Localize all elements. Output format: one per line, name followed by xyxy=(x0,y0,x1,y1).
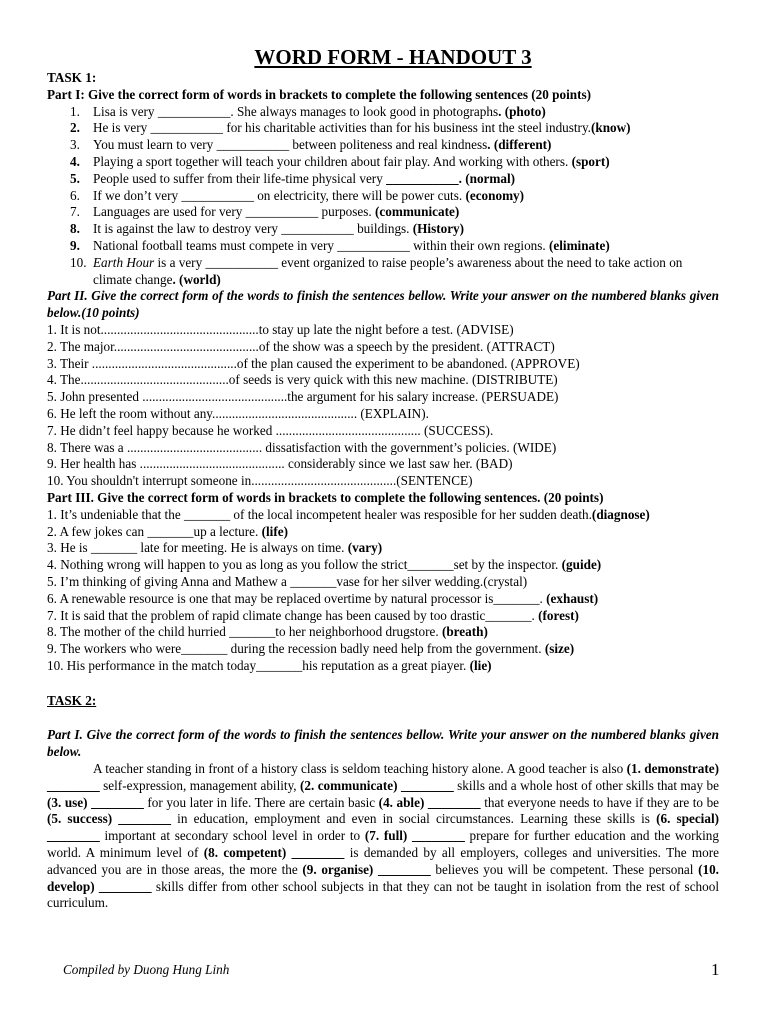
part1-item xyxy=(47,204,719,221)
paragraph-text: important at secondary school level in order to xyxy=(99,828,365,844)
part3-item xyxy=(47,591,719,608)
blank-keyword: (5. success) ________ xyxy=(47,811,172,827)
paragraph-text: skills differ from other school subjects in that they can not be taught in isolation from the rest of school curriculum. xyxy=(47,878,719,911)
paragraph-text: A teacher standing in front of a history class is seldom teaching history alone. A good teacher is also xyxy=(93,761,627,777)
part3-item xyxy=(47,574,719,591)
item-text: It is against the law to destroy very ___________ buildings. xyxy=(93,221,413,237)
item-number: 4. xyxy=(70,153,80,169)
item-number: 5. xyxy=(70,170,80,186)
item-keyword: (forest) xyxy=(538,607,579,623)
item-keyword: . (different) xyxy=(487,137,552,153)
blank-keyword: (4. able) ________ xyxy=(378,794,481,810)
page-number: 1 xyxy=(711,960,720,979)
item-keyword: (life) xyxy=(261,523,288,539)
item-emphasis: Earth Hour xyxy=(93,254,155,270)
part1-item xyxy=(47,238,719,255)
item-keyword: (communicate) xyxy=(375,204,460,220)
item-keyword: (size) xyxy=(544,641,575,657)
blank-keyword: (1. demonstrate) ________ xyxy=(47,761,719,793)
part3-item xyxy=(47,624,719,641)
part3-item xyxy=(47,658,719,675)
paragraph-text: for you later in life. There are certain basic xyxy=(143,794,379,810)
item-keyword: (exhaust) xyxy=(546,590,599,606)
part2-item: 9. Her health has ............................................ considerably since we last saw her. (BAD) xyxy=(47,456,513,472)
item-number: 8. xyxy=(70,221,80,237)
item-text: 2. A few jokes can _______up a lecture. xyxy=(47,523,262,539)
item-keyword: (breath) xyxy=(441,624,488,640)
part2-item: 2. The major............................................of the show was a speech by the president. (ATTRACT) xyxy=(47,338,555,354)
item-keyword: (History) xyxy=(412,221,465,237)
item-text: 3. He is _______ late for meeting. He is always on time. xyxy=(47,540,348,556)
part2-item: 3. Their ............................................of the plan caused the experiment to be abandoned. (APPROVE) xyxy=(47,355,580,371)
item-keyword: . (photo) xyxy=(498,103,546,119)
blank-keyword: (6. special) ________ xyxy=(47,811,720,844)
item-text: 1. It’s undeniable that the _______ of the local incompetent healer was resposible for her sudden death. xyxy=(47,506,592,522)
part2-item: 1. It is not................................................to stay up late the night before a test. (ADVISE) xyxy=(47,321,514,337)
blank-keyword: (8. competent) ________ xyxy=(203,845,345,861)
item-keyword: ___________. (normal) xyxy=(386,170,516,186)
part2-item: 7. He didn’t feel happy because he worked ............................................ (SUCCESS). xyxy=(47,422,494,438)
part2-item: 8. There was a ......................................... dissatisfaction with the government’s policies. (WIDE) xyxy=(47,439,557,455)
item-text: 4. Nothing wrong will happen to you as long as you follow the strict_______set by the inspector. xyxy=(47,557,562,573)
task2-label: TASK 2: xyxy=(47,692,97,708)
item-text: Lisa is very ___________. She always manages to look good in photographs xyxy=(93,103,499,119)
paragraph-text: believes you will be competent. These personal xyxy=(430,861,699,877)
item-text: You must learn to very ___________ between politeness and real kindness xyxy=(93,137,488,153)
part1-item xyxy=(47,137,719,154)
part2-item: 6. He left the room without any............................................ (EXPLAIN). xyxy=(47,405,429,421)
paragraph-text: prepare for further education and the working world. A minimum level of xyxy=(47,828,719,861)
part1-item xyxy=(47,221,719,238)
item-number: 7. xyxy=(70,204,80,220)
task2-part1-heading: Part I. Give the correct form of the words to finish the sentences bellow. Write your answer on the numbered blanks given below. xyxy=(47,727,719,760)
item-text: National football teams must compete in very ___________ within their own regions. xyxy=(93,237,549,253)
item-number: 10. xyxy=(70,254,87,270)
item-text: 9. The workers who were_______ during the recession badly need help from the government. xyxy=(47,641,545,657)
task1-part1-heading: Part I: Give the correct form of words in brackets to complete the following sentences (20 points) xyxy=(47,86,591,102)
paragraph-text: in education, employment and even in social circumstances. Learning these skills is xyxy=(171,811,657,827)
part1-item xyxy=(47,171,719,188)
item-number: 3. xyxy=(70,137,80,153)
item-number: 9. xyxy=(70,237,80,253)
item-number: 1. xyxy=(70,103,80,119)
blank-keyword: (10. develop) ________ xyxy=(47,861,719,894)
handout-page xyxy=(47,44,719,912)
item-keyword: (sport) xyxy=(571,153,610,169)
blank-keyword: (3. use) ________ xyxy=(47,794,144,810)
part1-item xyxy=(47,104,719,121)
part1-item xyxy=(47,154,719,171)
item-text: 6. A renewable resource is one that may be replaced overtime by natural processor is_______. xyxy=(47,590,547,606)
item-text: If we don’t very ___________ on electricity, there will be power cuts. xyxy=(93,187,466,203)
item-text: Playing a sport together will teach your children about fair play. And working with others. xyxy=(93,153,572,169)
item-text: is a very ___________ event organized to raise people’s awareness about the need to take action on climate change xyxy=(93,254,683,287)
item-number: 2. xyxy=(70,120,80,136)
item-keyword: (lie) xyxy=(469,657,492,673)
paragraph-text: is demanded by all employers, colleges and universities. The more advanced you are in those areas, the more the xyxy=(47,845,719,877)
part3-item xyxy=(47,524,719,541)
item-text: 5. I’m thinking of giving Anna and Mathew a _______vase for her silver wedding.(crystal) xyxy=(47,573,528,589)
item-number: 6. xyxy=(70,187,80,203)
part3-item xyxy=(47,557,719,574)
paragraph-text: self-expression, management ability, xyxy=(99,777,301,793)
part3-item xyxy=(47,507,719,524)
part2-item: 10. You shouldn't interrupt someone in............................................(SENTENCE) xyxy=(47,473,473,489)
item-keyword: (know) xyxy=(590,120,631,136)
item-text: 8. The mother of the child hurried _______to her neighborhood drugstore. xyxy=(47,624,442,640)
footer-credit: Compiled by Duong Hung Linh xyxy=(63,962,230,977)
item-keyword: (economy) xyxy=(465,187,525,203)
task1-part3-list xyxy=(47,507,719,675)
item-keyword: (eliminate) xyxy=(549,237,610,253)
part3-item xyxy=(47,608,719,625)
part3-item xyxy=(47,641,719,658)
item-text: He is very ___________ for his charitable activities than for his business int the steel industry. xyxy=(93,120,591,136)
task1-label: TASK 1: xyxy=(47,70,97,85)
task2-paragraph xyxy=(47,761,719,912)
part1-item xyxy=(47,188,719,205)
paragraph-text: that everyone needs to have if they are to be xyxy=(480,794,720,810)
task1-part1-list xyxy=(47,104,719,289)
item-keyword: (vary) xyxy=(347,540,383,556)
blank-keyword: (7. full) ________ xyxy=(364,828,465,844)
item-text: People used to suffer from their life-time physical very xyxy=(93,170,387,186)
blank-keyword: (2. communicate) ________ xyxy=(300,777,454,793)
part2-item: 4. The.............................................of seeds is very quick with this new machine. (DISTRIBUTE) xyxy=(47,372,558,388)
item-keyword: . (world) xyxy=(172,271,221,287)
page-title: WORD FORM - HANDOUT 3 xyxy=(254,45,532,69)
part1-item xyxy=(47,255,719,289)
item-keyword: (diagnose) xyxy=(591,506,650,522)
part1-item xyxy=(47,120,719,137)
blank-keyword: (9. organise) ________ xyxy=(302,861,431,877)
task1-part2-heading: Part II. Give the correct form of the words to finish the sentences bellow. Write your answer on the numbered blanks given below.(10 points) xyxy=(47,288,719,321)
item-text: Languages are used for very ___________ purposes. xyxy=(93,204,375,220)
part2-item: 5. John presented ............................................the argument for his salary increase. (PERSUADE) xyxy=(47,389,559,405)
part3-item xyxy=(47,540,719,557)
item-text: 10. His performance in the match today_______his reputation as a great piayer. xyxy=(47,657,470,673)
task1-part3-heading: Part III. Give the correct form of words in brackets to complete the following sentences. (20 points) xyxy=(47,489,604,505)
task1-part2-list xyxy=(47,322,719,490)
item-keyword: (guide) xyxy=(561,557,602,573)
item-text: 7. It is said that the problem of rapid climate change has been caused by too drastic_______. xyxy=(47,607,539,623)
paragraph-text: skills and a whole host of other skills that may be xyxy=(453,777,719,793)
